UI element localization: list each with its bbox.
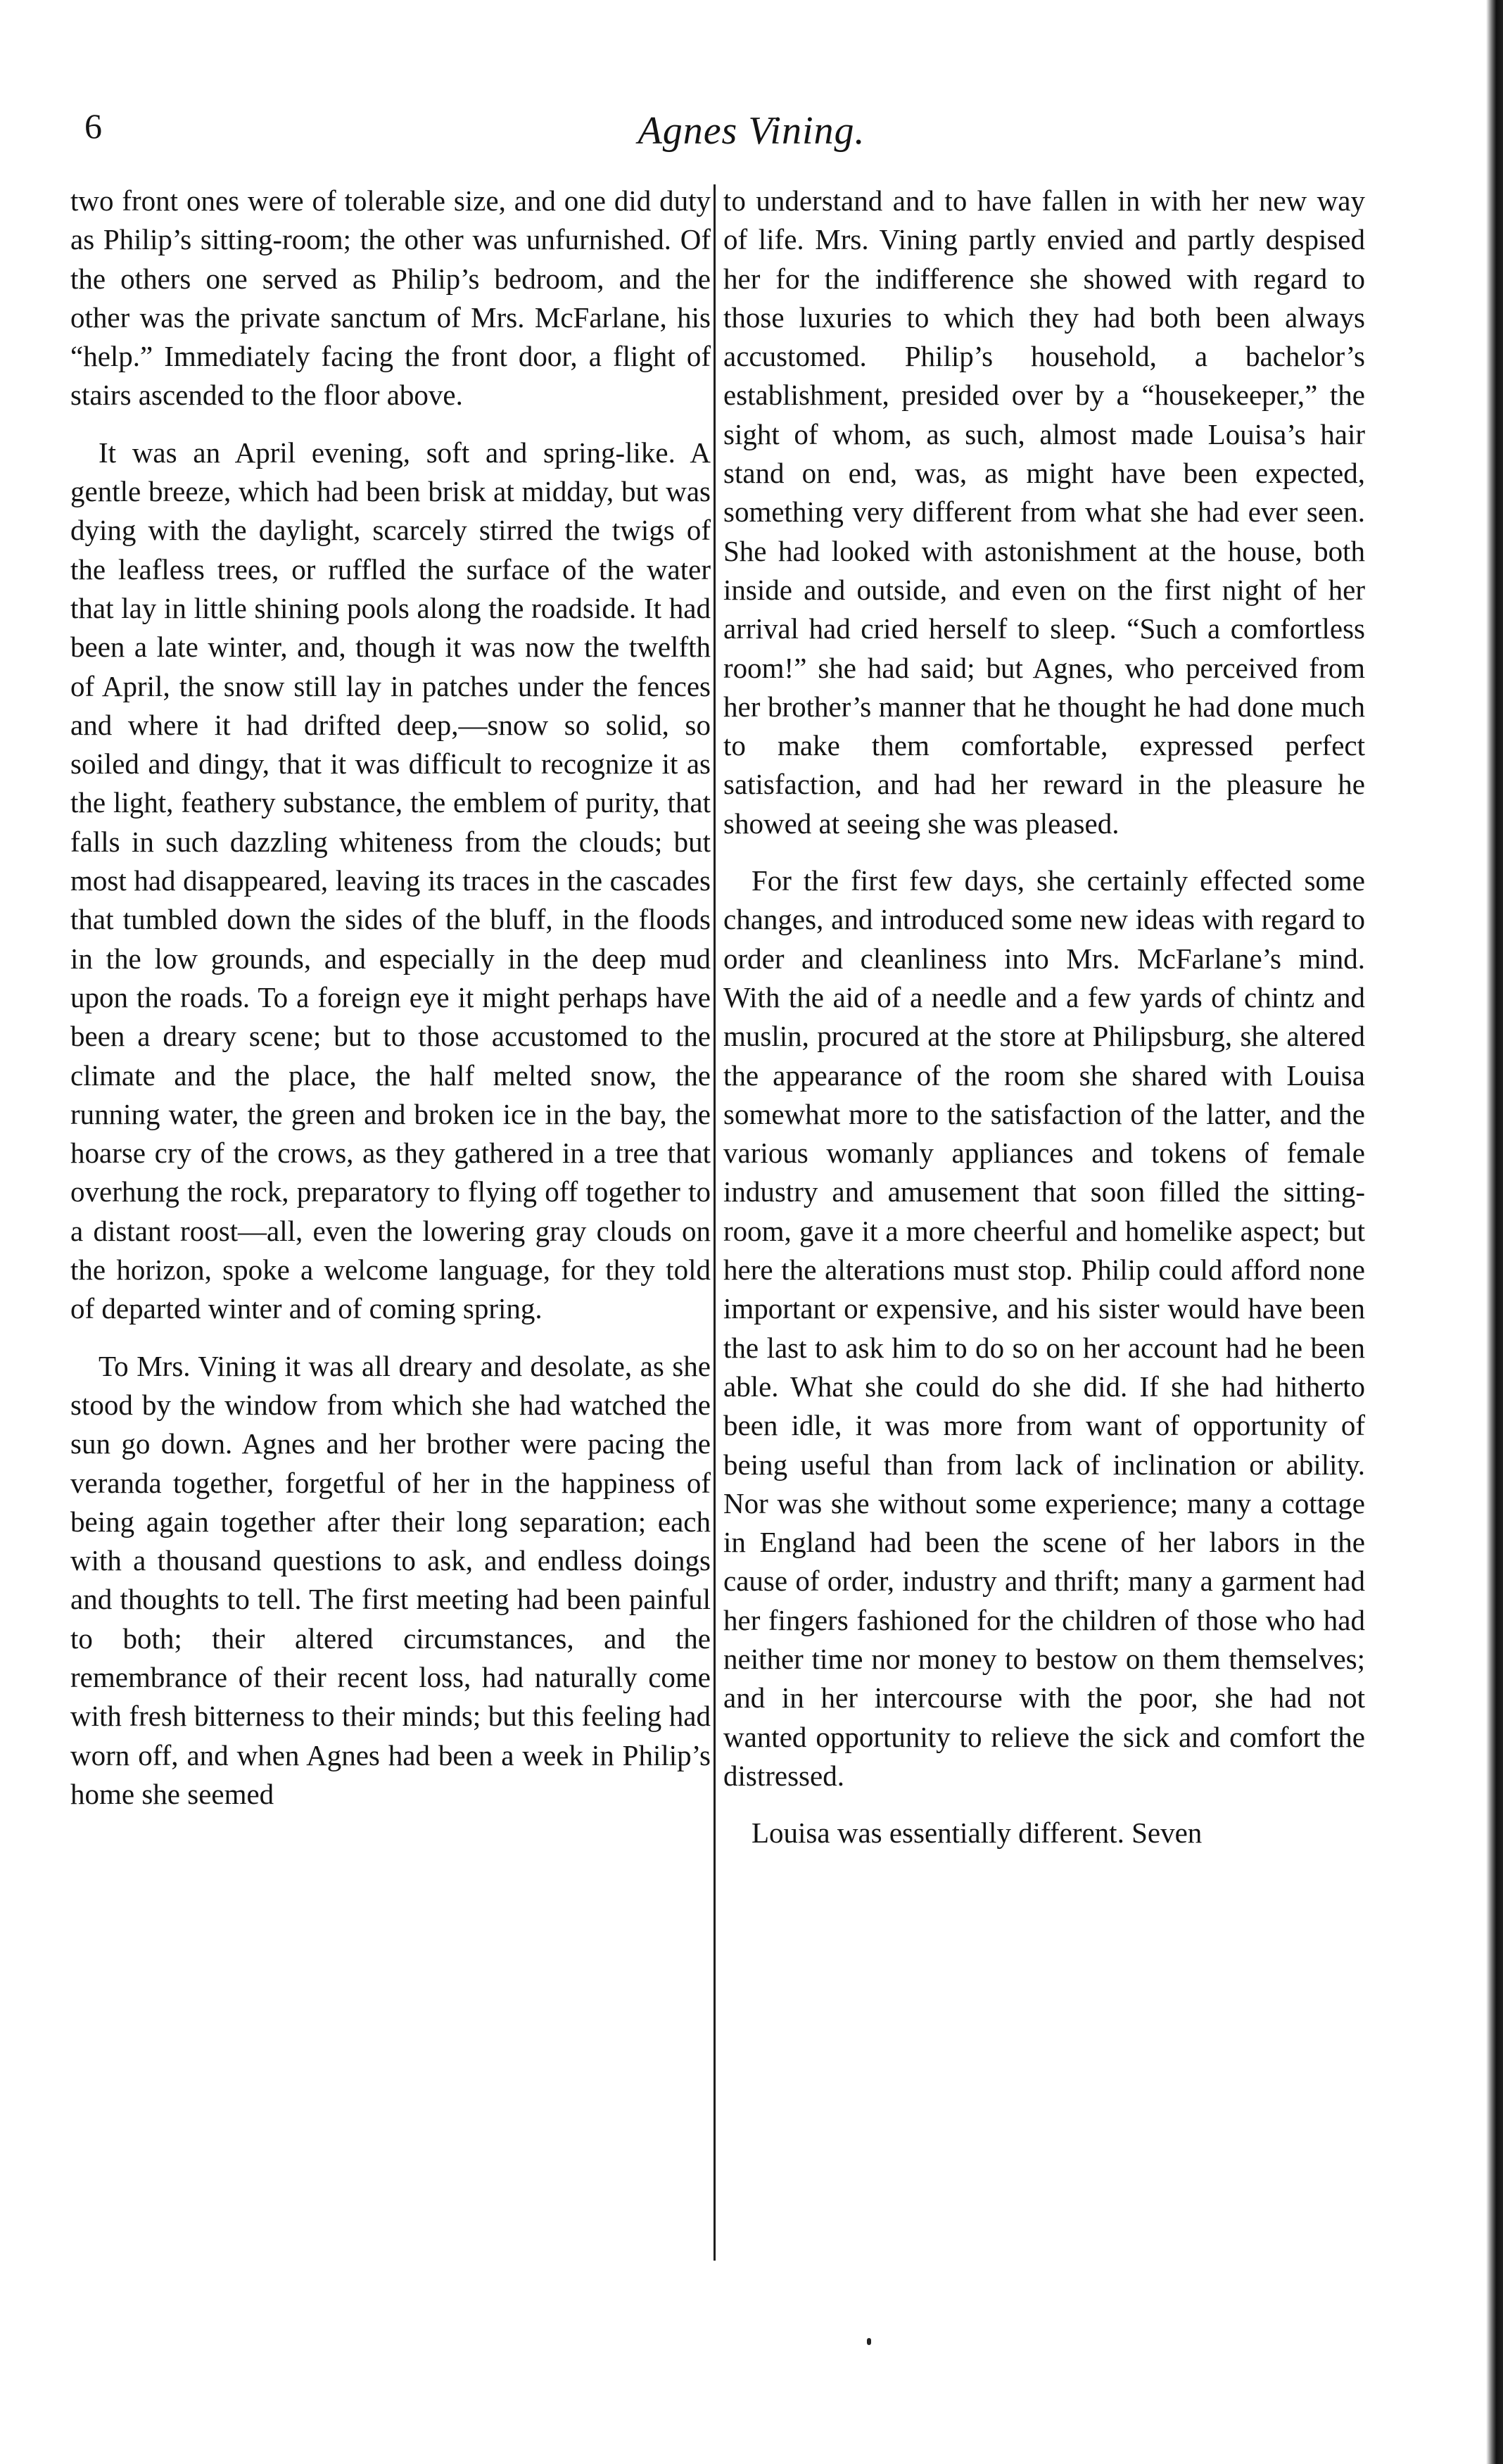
left-paragraph-3: To Mrs. Vining it was all dreary and desolate, as she stood by the window from which she had watched the sun go down. Agnes and her brother were pacing the veranda together, forgetful of her in the happiness of being again together after their long separation; each with a thousand questions to ask, and endless doings and thoughts to tell. The first meeting had been painful to both; their altered circumstances, and the remembrance of their recent loss, had naturally come with fresh bitterness to their minds; but this feeling had worn off, and when Agnes had been a week in Philip’s home she seemed	[70, 1349, 711, 1810]
running-title: Agnes Vining.	[638, 109, 865, 153]
right-paragraph-1: to understand and to have fallen in with her new way of life. Mrs. Vining partly envied and partly despised her for the indifference she showed with regard to those luxuries to which they had both been always accustomed. Philip’s household, a bachelor’s establishment, presided over by a “housekeeper,” the sight of whom, as such, almost made Louisa’s hair stand on end, was, as might have been expected, something very different from what she had ever seen. She had looked with astonishment at the house, both inside and outside, and even on the first night of her arrival had cried herself to sleep. “Such a comfortless room!” she had said; but Agnes, who perceived from her brother’s manner that he thought he had done much to make them comfortable, expressed perfect satisfaction, and had her reward in the pleasure he showed at seeing she was pleased.	[723, 184, 1365, 840]
right-paragraph-3: Louisa was essentially different. Seven	[752, 1817, 1203, 1850]
column-divider	[714, 184, 716, 2261]
ink-speck	[867, 2338, 871, 2345]
right-paragraph-2: For the first few days, she certainly effected some changes, and introduced some new ideas with regard to order and cleanliness into Mrs. McFarlane’s mind. With the aid of a needle and a few yards of chintz and muslin, procured at the store at Philipsburg, she altered the appearance of the room she shared with Louisa somewhat more to the satisfaction of the latter, and the various womanly appliances and tokens of female industry and amusement that soon filled the sitting-room, gave it a more cheerful and homelike aspect; but here the alterations must stop. Philip could afford none important or expensive, and his sister would have been the last to ask him to do so on her account had he been able. What she could do she did. If she had hitherto been idle, it was more from want of opportunity of being useful than from lack of inclination or ability. Nor was she without some experience; many a cottage in England had been the scene of her labors in the cause of order, industry and thrift; many a garment had her fingers fashioned for the children of those who had neither time nor money to bestow on them themselves; and in her intercourse with the poor, she had not wanted opportunity to relieve the sick and comfort the distressed.	[723, 864, 1365, 1792]
left-paragraph-1: two front ones were of tolerable size, and one did duty as Philip’s sitting-room; the other was unfurnished. Of the others one served as Philip’s bedroom, and the other was the private sanctum of Mrs. McFarlane, his “help.” Immediately facing the front door, a flight of stairs ascended to the floor above.	[70, 184, 711, 412]
page-number: 6	[84, 106, 102, 146]
page-binding-edge	[1486, 0, 1503, 2464]
right-column	[723, 182, 1365, 1852]
left-column	[70, 182, 711, 1814]
left-paragraph-2: It was an April evening, soft and spring-like. A gentle breeze, which had been brisk at midday, but was dying with the daylight, scarcely stirred the twigs of the leafless trees, or ruffled the surface of the water that lay in little shining pools along the roadside. It had been a late winter, and, though it was now the twelfth of April, the snow still lay in patches under the fences and where it had drifted deep,—snow so solid, so soiled and dingy, that it was difficult to recognize it as the light, feathery substance, the emblem of purity, that falls in such dazzling whiteness from the clouds; but most had disappeared, leaving its traces in the cascades that tumbled down the sides of the bluff, in the floods in the low grounds, and especially in the deep mud upon the roads. To a foreign eye it might perhaps have been a dreary scene; but to those accustomed to the climate and the place, the half melted snow, the running water, the green and broken ice in the bay, the hoarse cry of the crows, as they gathered in a tree that overhung the rock, preparatory to flying off together to a distant roost—all, even the lowering gray clouds on the horizon, spoke a welcome language, for they told of departed winter and of coming spring.	[70, 436, 711, 1325]
